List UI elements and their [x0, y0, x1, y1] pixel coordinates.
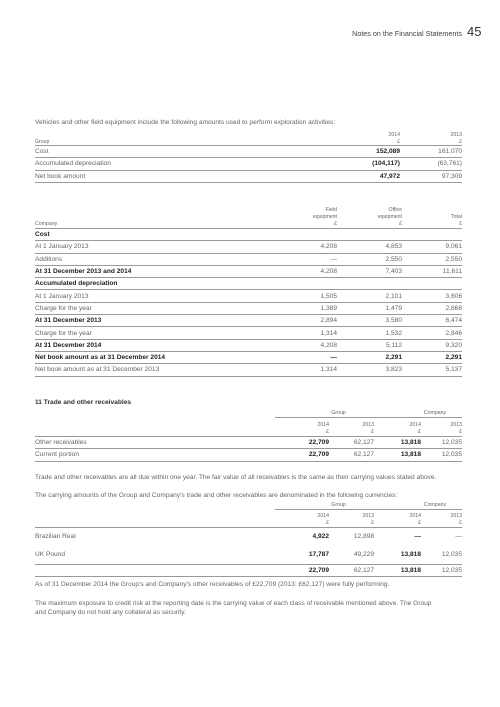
cell-value: 9,061: [402, 241, 462, 253]
year: 2013: [362, 513, 374, 520]
table-row: [35, 229, 462, 241]
col-head: Total: [451, 214, 462, 221]
cell-value: 161,070: [400, 146, 462, 158]
cell-value: 17,787: [267, 545, 329, 565]
table-row: [35, 351, 462, 363]
cell-value: 4,922: [312, 532, 329, 540]
cell-value: —: [455, 532, 462, 540]
row-label: Brazilian Real: [35, 532, 76, 540]
table-row: [35, 302, 462, 314]
row-label: At 1 January 2013: [35, 241, 275, 253]
currencies-unit-row: [35, 520, 462, 528]
company-label: Company: [402, 410, 462, 418]
cell-value: 7,403: [337, 265, 402, 277]
cell-value: 13,818: [374, 449, 421, 461]
row-label: Accumulated depreciation: [35, 278, 275, 290]
col-head: equipment: [377, 214, 402, 221]
row-label: At 31 December 2014: [35, 339, 275, 351]
table-row: [35, 449, 462, 461]
vehicles-table: [35, 131, 462, 183]
cell-value: 4,853: [337, 241, 402, 253]
cell-value: 12,898: [353, 532, 374, 540]
unit: £: [421, 520, 462, 528]
table-row: [35, 290, 462, 302]
company-header-row-3: [35, 221, 462, 229]
unit: £: [329, 429, 374, 437]
company-header-row-1: [35, 207, 462, 214]
currencies-values: [35, 513, 462, 577]
cell-value: 2,846: [402, 327, 462, 339]
cell-value: —: [414, 532, 421, 540]
section-title: 11 Trade and other receivables: [35, 399, 132, 406]
header-title: Notes on the Financial Statements: [352, 29, 462, 38]
receivables-table: [35, 410, 462, 418]
table-row: [35, 253, 462, 265]
footer-para-2b: and Company do not hold any collateral as security.: [35, 609, 186, 616]
cell-value: 11,611: [402, 265, 462, 277]
year: 2014: [409, 422, 421, 429]
col-head: equipment: [312, 214, 337, 221]
year: 2013: [362, 422, 374, 429]
vehicles-group-label: Group: [35, 138, 335, 146]
table-row: [35, 364, 462, 376]
year: 2014: [317, 513, 329, 520]
vehicles-unit-row: [35, 138, 462, 146]
row-label: Charge for the year: [35, 302, 275, 314]
col-unit: £: [402, 221, 462, 229]
table-row: [35, 265, 462, 277]
page-number: 45: [467, 24, 482, 39]
table-row: [35, 315, 462, 327]
company-equipment-table: [35, 207, 462, 377]
cell-value: 152,089: [335, 146, 400, 158]
table-row: [35, 327, 462, 339]
cell-value: (63,761): [400, 158, 462, 170]
cell-value: 13,818: [374, 565, 421, 577]
unit: £: [267, 520, 329, 528]
currencies-year-row: [35, 513, 462, 520]
row-label: Charge for the year: [35, 327, 275, 339]
unit: £: [329, 520, 374, 528]
table-row: [35, 528, 462, 545]
cell-value: —: [275, 351, 337, 363]
unit: £: [374, 429, 421, 437]
unit: £: [421, 429, 462, 437]
company-label: Company: [35, 221, 275, 229]
receivables-para-2: The carrying amounts of the Group and Company's trade and other receivables are denominated in the following currencies:: [35, 492, 398, 499]
year: 2014: [409, 513, 421, 520]
unit: £: [267, 429, 329, 437]
cell-value: 2,550: [337, 253, 402, 265]
cell-value: 1,505: [275, 290, 337, 302]
year: 2014: [317, 422, 329, 429]
cell-value: 3,823: [337, 364, 402, 376]
row-label: Other receivables: [35, 437, 267, 449]
vehicles-header-row: [35, 131, 462, 138]
cell-value: 62,127: [329, 449, 374, 461]
row-label: At 31 December 2013: [35, 315, 275, 327]
footer-para-1: As of 31 December 2014 the Group's and Company's other receivables of £22,709 (2013: £62,127) were fully performing.: [35, 581, 390, 588]
col-unit: £: [275, 221, 337, 229]
cell-value: 2,291: [402, 351, 462, 363]
table-row: [35, 339, 462, 351]
receivables-para-1: Trade and other receivables are all due within one year. The fair value of all receivables is the same as their carrying values stated above.: [35, 474, 437, 481]
table-row: [35, 278, 462, 290]
cell-value: 12,035: [421, 545, 462, 565]
vehicles-year-2014: 2014: [388, 131, 400, 138]
cell-value: 5,137: [402, 364, 462, 376]
row-label: Additions: [35, 253, 275, 265]
row-label: Net book amount as at 31 December 2013: [35, 364, 275, 376]
cell-value: 2,868: [402, 302, 462, 314]
cell-value: 1,314: [275, 327, 337, 339]
cell-value: 97,309: [400, 170, 462, 182]
receivables-unit-row: [35, 429, 462, 437]
col-unit: £: [337, 221, 402, 229]
cell-value: 22,709: [267, 565, 329, 577]
group-label: Group: [275, 410, 402, 418]
table-row: [35, 241, 462, 253]
cell-value: 5,112: [337, 339, 402, 351]
cell-value: 13,818: [374, 437, 421, 449]
receivables-group-row: [35, 410, 462, 418]
cell-value: (104,117): [335, 158, 400, 170]
cell-value: 4,208: [275, 339, 337, 351]
table-row: [35, 545, 462, 565]
row-label: [35, 565, 267, 577]
receivables-year-row: [35, 422, 462, 429]
cell-value: 9,320: [402, 339, 462, 351]
cell-value: 2,101: [337, 290, 402, 302]
row-label: At 1 January 2013: [35, 290, 275, 302]
row-label: Net book amount: [35, 170, 335, 182]
cell-value: 22,709: [267, 449, 329, 461]
unit: £: [374, 520, 421, 528]
currencies-group-row: [35, 502, 462, 510]
cell-value: 1,532: [337, 327, 402, 339]
cell-value: 62,127: [329, 565, 374, 577]
cell-value: 2,291: [337, 351, 402, 363]
row-label: Cost: [35, 229, 275, 241]
year: 2013: [450, 422, 462, 429]
row-label: UK Pound: [35, 545, 267, 565]
group-label: Group: [275, 502, 402, 510]
cell-value: 3,580: [337, 315, 402, 327]
cell-value: 3,606: [402, 290, 462, 302]
cell-value: 1,479: [337, 302, 402, 314]
cell-value: 1,389: [275, 302, 337, 314]
table-row: [35, 146, 462, 158]
vehicles-unit-2013: £: [400, 138, 462, 146]
cell-value: 1,314: [275, 364, 337, 376]
vehicles-year-2013: 2013: [450, 131, 462, 138]
cell-value: 47,972: [335, 170, 400, 182]
table-row: [35, 170, 462, 182]
company-label: Company: [402, 502, 462, 510]
cell-value: 2,550: [402, 253, 462, 265]
cell-value: 12,035: [421, 437, 462, 449]
row-label: Accumulated depreciation: [35, 158, 335, 170]
cell-value: 4,208: [275, 241, 337, 253]
company-header-row-2: [35, 214, 462, 221]
col-head: Office: [388, 207, 402, 214]
receivables-values: [35, 422, 462, 462]
row-label: At 31 December 2013 and 2014: [35, 265, 275, 277]
cell-value: 62,127: [329, 437, 374, 449]
cell-value: 13,818: [374, 545, 421, 565]
currencies-group-table: [35, 502, 462, 510]
col-head: Field: [325, 207, 337, 214]
vehicles-unit-2014: £: [335, 138, 400, 146]
cell-value: 22,709: [267, 437, 329, 449]
table-row-total: [35, 565, 462, 577]
cell-value: 2,894: [275, 315, 337, 327]
table-row: [35, 437, 462, 449]
row-label: Current portion: [35, 449, 267, 461]
vehicles-intro: Vehicles and other field equipment include the following amounts used to perform exploration activities:: [35, 119, 336, 126]
year: 2013: [450, 513, 462, 520]
cell-value: —: [275, 253, 337, 265]
row-label: Cost: [35, 146, 335, 158]
table-row: [35, 158, 462, 170]
cell-value: 49,229: [329, 545, 374, 565]
cell-value: 4,208: [275, 265, 337, 277]
cell-value: 6,474: [402, 315, 462, 327]
cell-value: 12,035: [421, 449, 462, 461]
cell-value: 12,035: [421, 565, 462, 577]
footer-para-2a: The maximum exposure to credit risk at the reporting date is the carrying value of each class of receivable mentioned above. The Group: [35, 600, 432, 607]
row-label: Net book amount as at 31 December 2014: [35, 351, 275, 363]
